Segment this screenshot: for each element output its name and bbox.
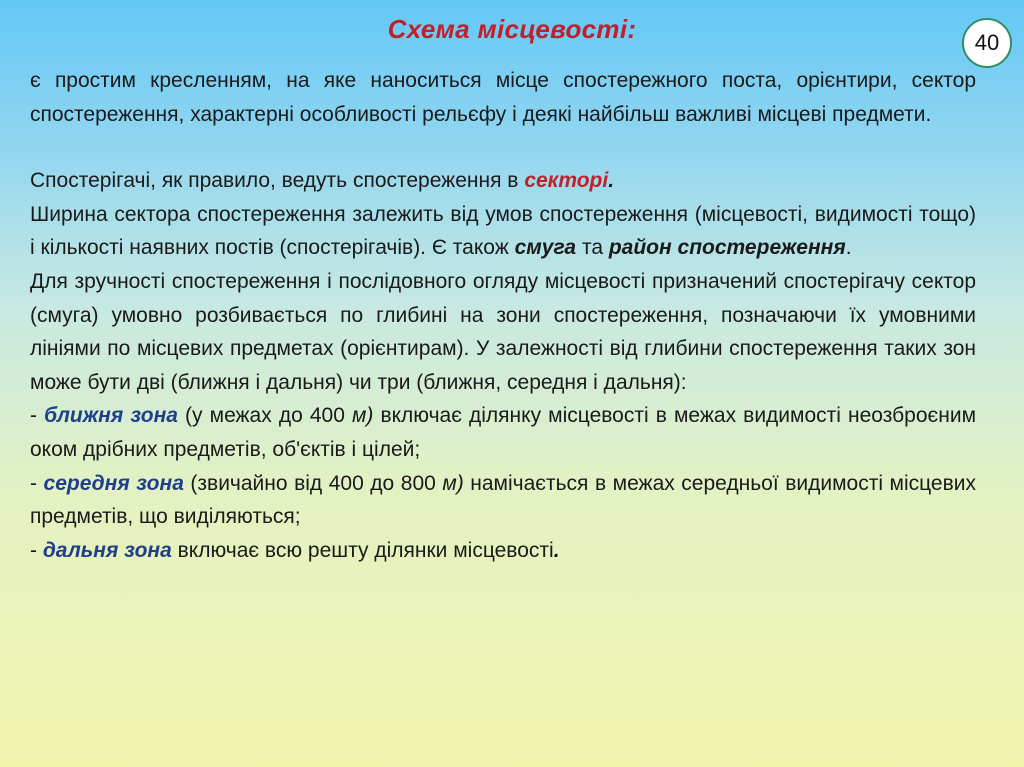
middle-text-1: (звичайно від 400 до 800: [183, 471, 443, 495]
strip-term: смуга: [514, 236, 577, 260]
width-paragraph: [30, 198, 976, 265]
middle-text-2: намічається в межах середньої видимості місцевих предметів, що виділяються;: [30, 471, 977, 529]
far-text-1: включає всю решту ділянки місцевості: [171, 538, 554, 562]
width-text-1: Ширина сектора спостереження залежить від умов спостереження (місцевості, видимості тощо) і кількості наявних постів (спостерігачів). Є також: [30, 202, 976, 260]
far-zone-item: [30, 534, 976, 568]
sector-text: Спостерігачі, як правило, ведуть спостереження в: [30, 169, 525, 193]
page-number-badge: [962, 18, 1012, 68]
middle-dash: -: [30, 471, 44, 495]
definition-paragraph: є простим кресленням, на яке наноситься місце спостережного поста, орієнтири, сектор спостереження, характерні особливості рельєфу і деякі найбільш важливі місцеві предмети.: [30, 69, 976, 126]
middle-zone-term: середня зона: [43, 471, 184, 495]
page-number: 40: [974, 30, 1000, 55]
sector-term: секторі: [524, 169, 609, 193]
near-dash: -: [30, 404, 45, 428]
middle-zone-item: [30, 467, 976, 534]
far-dash: -: [30, 538, 43, 562]
near-zone-term: ближня зона: [44, 404, 178, 428]
slide-title: Схема місцевості:: [387, 14, 637, 44]
near-text-2: включає ділянку місцевості в межах видимості неозброєним оком дрібних предметів, об'єктів і цілей;: [30, 404, 977, 461]
near-unit: м): [351, 404, 374, 428]
far-end: .: [553, 538, 560, 562]
area-term: район спостереження: [608, 236, 846, 260]
width-text-2: та: [576, 236, 609, 260]
slide-content: [30, 64, 976, 567]
near-zone-item: [30, 399, 976, 466]
width-text-3: .: [845, 236, 852, 260]
sector-end: .: [608, 169, 615, 193]
sector-paragraph: [30, 164, 976, 198]
zones-intro-paragraph: Для зручності спостереження і послідовного огляду місцевості призначений спостерігачу сектор (смуга) умовно розбивається по глибині на зони спостереження, позначаючи їх умовними лініями по місцевих предметах (орієнтирам). У залежності від глибини спостереження таких зон може бути дві (ближня і дальня) чи три (ближня, середня і дальня):: [30, 269, 976, 394]
near-text-1: (у межах до 400: [177, 404, 352, 428]
middle-unit: м): [442, 471, 464, 495]
far-zone-term: дальня зона: [42, 538, 172, 562]
